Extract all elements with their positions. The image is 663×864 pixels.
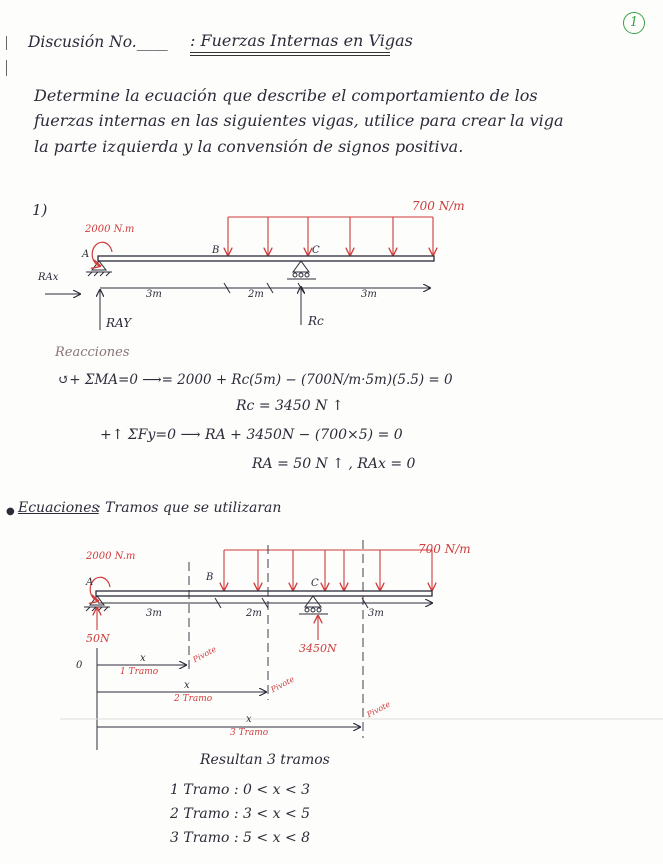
tramo-1-label: 1 Tramo — [120, 667, 159, 677]
pivote-label: Pivote — [269, 674, 296, 695]
force-equation: +↑ ΣFy=0 ⟶ RA + 3450N − (700×5) = 0 — [100, 427, 403, 443]
point-a-label-2: A — [86, 577, 94, 588]
rc-result: Rc = 3450 N ↑ — [236, 398, 344, 414]
ray-label: RAY — [106, 316, 132, 330]
distributed-load-1 — [228, 217, 433, 255]
distance-label: 2m — [248, 289, 264, 300]
instruction-line: la parte izquierda y la convensión de signos positiva. — [34, 137, 464, 156]
ra-label-2: 50N — [86, 632, 110, 645]
bullet-icon: ● — [6, 506, 15, 517]
x-label: x — [246, 714, 252, 725]
distance-label-2: 2m — [246, 608, 262, 619]
reactions-heading: Reacciones — [55, 345, 130, 360]
point-a-label: A — [82, 249, 90, 260]
distance-label: 3m — [146, 289, 162, 300]
distance-label: 3m — [361, 289, 377, 300]
x-label: x — [184, 680, 190, 691]
roller-support-c-2 — [299, 596, 328, 614]
moment-label-2: 2000 N.m — [86, 551, 136, 562]
topic-title: : Fuerzas Internas en Vigas — [190, 31, 413, 50]
page-number: 1 — [623, 12, 645, 34]
moment-arrow-1 — [92, 242, 112, 266]
pivote-label: Pivote — [191, 644, 218, 665]
moment-equation: ↺+ ΣMA=0 ⟶= 2000 + Rc(5m) − (700N/m·5m)(5.5) = 0 — [58, 372, 453, 388]
discussion-label: Discusión No.____ — [28, 33, 168, 51]
tramo-range: 2 Tramo : 3 < x < 5 — [170, 806, 311, 822]
tramo-range: 1 Tramo : 0 < x < 3 — [170, 782, 311, 798]
instruction-line: fuerzas internas en las siguientes vigas, utilice para crear la viga — [34, 111, 564, 130]
moment-label-1: 2000 N.m — [85, 224, 135, 235]
tramo-3-label: 3 Tramo — [230, 728, 269, 738]
beam-2 — [96, 591, 432, 596]
origin-label: 0 — [76, 660, 83, 671]
ra-result: RA = 50 N ↑ , RAx = 0 — [252, 456, 416, 472]
rc-label-2: 3450N — [299, 642, 337, 655]
tramo-2-label: 2 Tramo — [174, 694, 213, 704]
rc-label: Rc — [308, 314, 324, 328]
result-heading: Resultan 3 tramos — [200, 752, 330, 768]
equations-text: : Tramos que se utilizaran — [96, 500, 282, 516]
pin-support-a — [86, 261, 112, 276]
dimension-line-2 — [98, 598, 432, 608]
load-label-2: 700 N/m — [418, 542, 471, 556]
section-cuts — [189, 540, 363, 738]
point-c-label-2: C — [311, 578, 319, 589]
x-label: x — [140, 653, 146, 664]
equations-label: Ecuaciones — [18, 500, 99, 516]
load-label-1: 700 N/m — [412, 199, 465, 213]
pivote-label: Pivote — [365, 699, 392, 720]
roller-support-c — [287, 261, 316, 279]
instruction-line: Determine la ecuación que describe el comportamiento de los — [34, 86, 538, 105]
tramo-range: 3 Tramo : 5 < x < 8 — [170, 830, 311, 846]
distributed-load-2 — [224, 550, 432, 590]
distance-label-2: 3m — [368, 608, 384, 619]
distance-label-2: 3m — [146, 608, 162, 619]
rax-label: RAx — [38, 272, 59, 283]
point-b-label-2: B — [206, 572, 214, 583]
point-b-label: B — [212, 245, 220, 256]
beam-1 — [98, 256, 434, 261]
point-c-label: C — [312, 245, 320, 256]
problem-number: 1) — [32, 201, 48, 219]
